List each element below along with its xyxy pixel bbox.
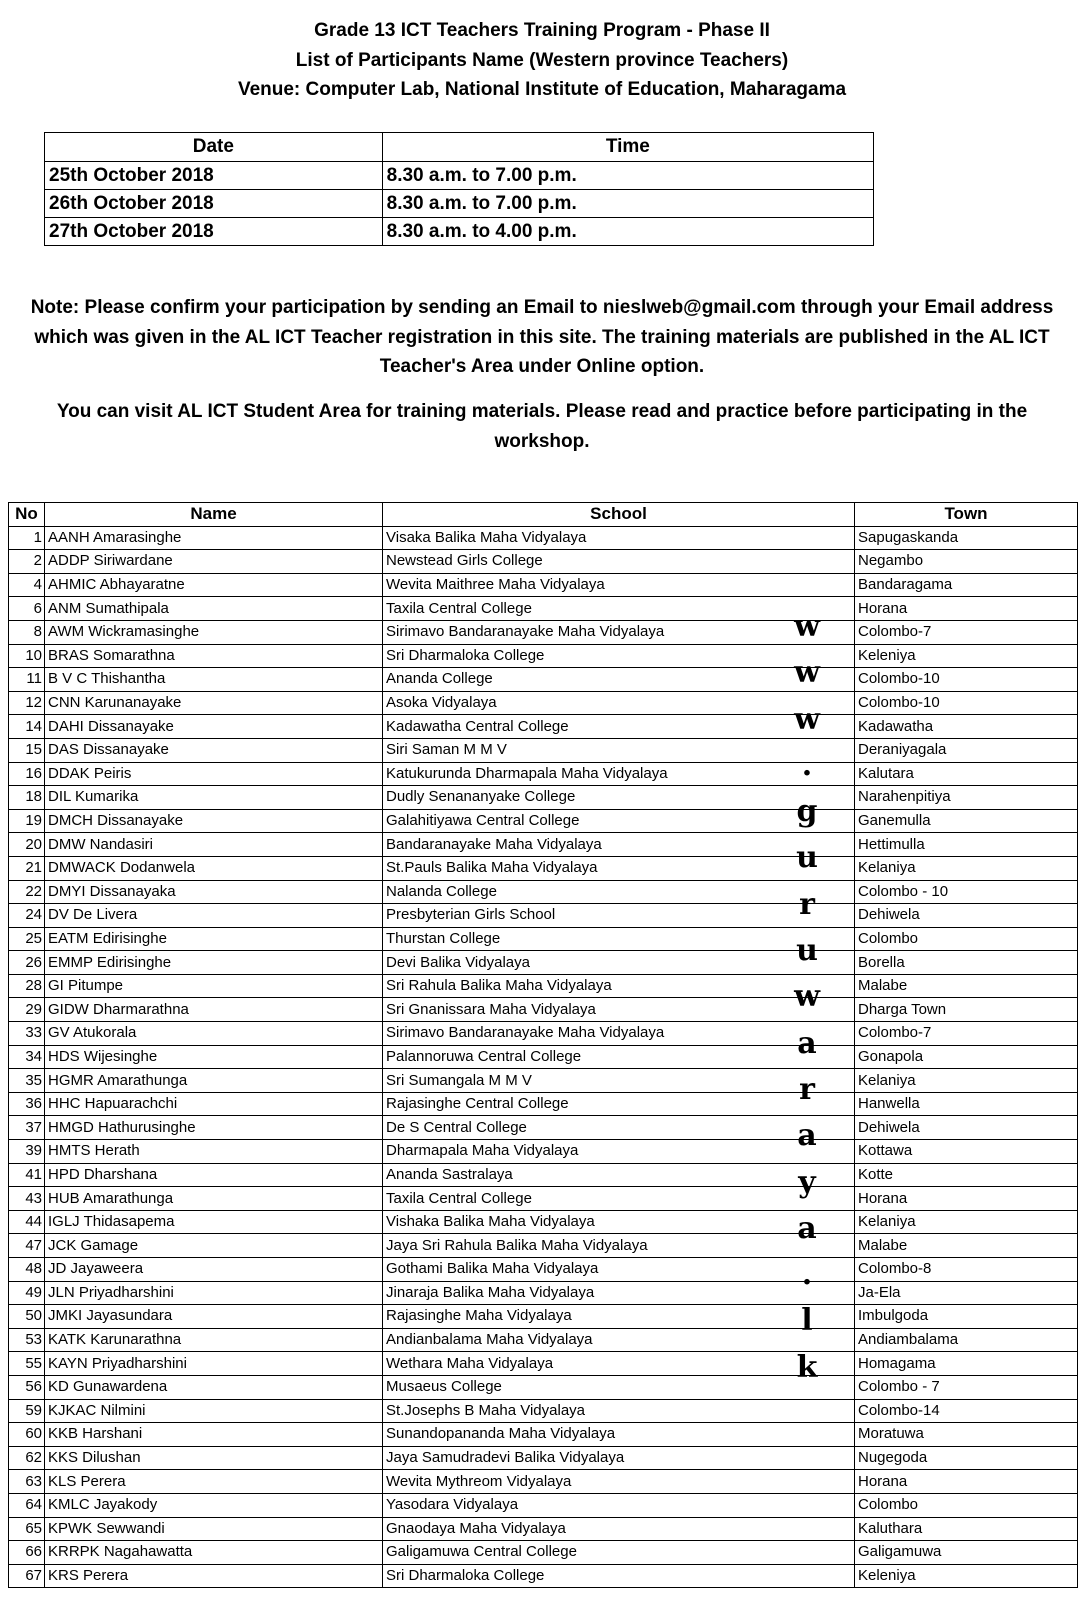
table-row (9, 1328, 1078, 1352)
participant-no-cell: 29 (9, 998, 45, 1022)
participant-no-cell: 2 (9, 550, 45, 574)
participant-town-cell: Malabe (855, 974, 1078, 998)
watermark-letter: y (798, 1164, 816, 1200)
participant-town-cell: Colombo-8 (855, 1258, 1078, 1282)
participant-town-cell: Colombo-14 (855, 1399, 1078, 1423)
table-row (9, 1564, 1078, 1588)
participant-school-cell: Ananda Sastralaya (383, 1163, 855, 1187)
participant-town-cell: Colombo-10 (855, 668, 1078, 692)
participant-school-cell: Sunandopananda Maha Vidyalaya (383, 1423, 855, 1447)
table-row (9, 691, 1078, 715)
schedule-time-cell: 8.30 a.m. to 7.00 p.m. (382, 190, 873, 218)
participant-school-cell: Dharmapala Maha Vidyalaya (383, 1140, 855, 1164)
participant-name-cell: DV De Livera (45, 904, 383, 928)
watermark-letter: w (794, 609, 820, 644)
participant-no-cell: 8 (9, 620, 45, 644)
participant-town-cell: Galigamuwa (855, 1541, 1078, 1565)
participant-school-cell: Andianbalama Maha Vidyalaya (383, 1328, 855, 1352)
participant-school-cell: Katukurunda Dharmapala Maha Vidyalaya (383, 762, 855, 786)
participant-town-cell: Dehiwela (855, 1116, 1078, 1140)
watermark-letter: u (796, 840, 818, 876)
participant-name-cell: BRAS Somarathna (45, 644, 383, 668)
participant-no-cell: 56 (9, 1375, 45, 1399)
table-row (9, 1281, 1078, 1305)
participant-name-cell: DMWACK Dodanwela (45, 856, 383, 880)
participant-school-cell: De S Central College (383, 1116, 855, 1140)
participant-name-cell: DAS Dissanayake (45, 738, 383, 762)
participant-town-cell: Dehiwela (855, 904, 1078, 928)
schedule-row (45, 218, 874, 246)
site-watermark (792, 604, 822, 1391)
table-row (9, 644, 1078, 668)
table-row (9, 833, 1078, 857)
participant-name-cell: GV Atukorala (45, 1022, 383, 1046)
participant-no-cell: 11 (9, 668, 45, 692)
watermark-letter: w (794, 979, 820, 1015)
table-row (9, 786, 1078, 810)
participant-town-cell: Kelaniya (855, 1210, 1078, 1234)
schedule-table (44, 132, 874, 246)
watermark-letter: a (797, 1210, 817, 1246)
table-row (9, 738, 1078, 762)
watermark-letter: g (796, 794, 818, 830)
participant-town-cell: Horana (855, 1470, 1078, 1494)
participant-school-cell: Vishaka Balika Maha Vidyalaya (383, 1210, 855, 1234)
participant-name-cell: DMW Nandasiri (45, 833, 383, 857)
watermark-letter: a (797, 1118, 817, 1154)
table-row (9, 1399, 1078, 1423)
participant-school-cell: Jinaraja Balika Maha Vidyalaya (383, 1281, 855, 1305)
participant-town-cell: Keleniya (855, 1564, 1078, 1588)
schedule-header-date: Date (45, 133, 383, 162)
schedule-header-row (45, 133, 874, 162)
participant-no-cell: 1 (9, 526, 45, 550)
participant-town-cell: Borella (855, 951, 1078, 975)
participant-no-cell: 35 (9, 1069, 45, 1093)
list-title: List of Participants Name (Western province Teachers) (295, 49, 789, 71)
participant-name-cell: KRRPK Nagahawatta (45, 1541, 383, 1565)
participant-no-cell: 65 (9, 1517, 45, 1541)
participant-name-cell: DAHI Dissanayake (45, 715, 383, 739)
participant-school-cell: Devi Balika Vidyalaya (383, 951, 855, 975)
participant-school-cell: Sri Dharmaloka College (383, 1564, 855, 1588)
participant-no-cell: 50 (9, 1305, 45, 1329)
participant-name-cell: KKS Dilushan (45, 1446, 383, 1470)
participant-name-cell: ANM Sumathipala (45, 597, 383, 621)
table-row (9, 526, 1078, 550)
table-row (9, 597, 1078, 621)
participant-name-cell: KATK Karunarathna (45, 1328, 383, 1352)
table-row (9, 1092, 1078, 1116)
table-row (9, 715, 1078, 739)
participant-school-cell: Taxila Central College (383, 597, 855, 621)
participant-name-cell: JCK Gamage (45, 1234, 383, 1258)
participant-name-cell: IGLJ Thidasapema (45, 1210, 383, 1234)
table-row (9, 856, 1078, 880)
table-row (9, 1305, 1078, 1329)
table-row (9, 1517, 1078, 1541)
table-row (9, 1258, 1078, 1282)
participant-name-cell: KKB Harshani (45, 1423, 383, 1447)
participant-no-cell: 43 (9, 1187, 45, 1211)
table-row (9, 951, 1078, 975)
materials-note: You can visit AL ICT Student Area for training materials. Please read and practice before participating in the workshop. (56, 401, 1028, 452)
schedule-header-time: Time (382, 133, 873, 162)
schedule-time-cell: 8.30 a.m. to 7.00 p.m. (382, 162, 873, 190)
table-row (9, 1210, 1078, 1234)
participant-town-cell: Colombo (855, 927, 1078, 951)
table-row (9, 1470, 1078, 1494)
participant-name-cell: HDS Wijesinghe (45, 1045, 383, 1069)
participant-name-cell: KJKAC Nilmini (45, 1399, 383, 1423)
watermark-letter: w (794, 701, 820, 737)
header-no: No (9, 503, 45, 527)
table-row (9, 1022, 1078, 1046)
participant-town-cell: Kalutara (855, 762, 1078, 786)
participant-town-cell: Nugegoda (855, 1446, 1078, 1470)
participant-school-cell: Rajasinghe Maha Vidyalaya (383, 1305, 855, 1329)
participant-town-cell: Colombo-10 (855, 691, 1078, 715)
participant-school-cell: Asoka Vidyalaya (383, 691, 855, 715)
participant-town-cell: Horana (855, 1187, 1078, 1211)
participant-no-cell: 34 (9, 1045, 45, 1069)
participant-no-cell: 67 (9, 1564, 45, 1588)
table-row (9, 1493, 1078, 1517)
table-row (9, 550, 1078, 574)
participant-name-cell: GIDW Dharmarathna (45, 998, 383, 1022)
participant-town-cell: Gonapola (855, 1045, 1078, 1069)
participant-no-cell: 62 (9, 1446, 45, 1470)
participant-name-cell: HGMR Amarathunga (45, 1069, 383, 1093)
watermark-letter: u (796, 933, 818, 969)
participant-school-cell: Sirimavo Bandaranayake Maha Vidyalaya (383, 620, 855, 644)
venue-line: Venue: Computer Lab, National Institute of Education, Maharagama (237, 79, 847, 100)
participant-town-cell: Bandaragama (855, 573, 1078, 597)
participant-school-cell: Nalanda College (383, 880, 855, 904)
participant-town-cell: Homagama (855, 1352, 1078, 1376)
table-row (9, 1140, 1078, 1164)
participant-school-cell: Galahitiyawa Central College (383, 809, 855, 833)
participant-name-cell: HHC Hapuarachchi (45, 1092, 383, 1116)
participant-town-cell: Kelaniya (855, 856, 1078, 880)
participant-school-cell: Ananda College (383, 668, 855, 692)
participant-name-cell: B V C Thishantha (45, 668, 383, 692)
participant-school-cell: Sri Gnanissara Maha Vidyalaya (383, 998, 855, 1022)
participant-no-cell: 21 (9, 856, 45, 880)
participant-name-cell: DMYI Dissanayaka (45, 880, 383, 904)
table-row (9, 620, 1078, 644)
participant-school-cell: Bandaranayake Maha Vidyalaya (383, 833, 855, 857)
table-row (9, 1116, 1078, 1140)
participants-header-row (9, 503, 1078, 527)
participant-name-cell: KLS Perera (45, 1470, 383, 1494)
participant-town-cell: Ganemulla (855, 809, 1078, 833)
participant-no-cell: 18 (9, 786, 45, 810)
participant-no-cell: 22 (9, 880, 45, 904)
participant-school-cell: Dudly Senananyake College (383, 786, 855, 810)
participant-school-cell: Yasodara Vidyalaya (383, 1493, 855, 1517)
table-row (9, 668, 1078, 692)
participant-name-cell: KAYN Priyadharshini (45, 1352, 383, 1376)
schedule-row (45, 190, 874, 218)
table-row (9, 1423, 1078, 1447)
participant-name-cell: HMTS Herath (45, 1140, 383, 1164)
participant-no-cell: 49 (9, 1281, 45, 1305)
participant-town-cell: Kottawa (855, 1140, 1078, 1164)
schedule-date-cell: 25th October 2018 (45, 162, 383, 190)
schedule-date-cell: 26th October 2018 (45, 190, 383, 218)
header-town: Town (855, 503, 1078, 527)
watermark-letter: w (794, 655, 820, 691)
participant-name-cell: EMMP Edirisinghe (45, 951, 383, 975)
participant-name-cell: CNN Karunanayake (45, 691, 383, 715)
participant-no-cell: 28 (9, 974, 45, 998)
participant-town-cell: Hanwella (855, 1092, 1078, 1116)
watermark-letter: r (799, 886, 815, 922)
program-title: Grade 13 ICT Teachers Training Program - Phase II (314, 20, 770, 41)
participant-no-cell: 60 (9, 1423, 45, 1447)
participant-town-cell: Kaluthara (855, 1517, 1078, 1541)
participant-name-cell: HMGD Hathurusinghe (45, 1116, 383, 1140)
table-row (9, 1541, 1078, 1565)
participant-school-cell: Sri Sumangala M M V (383, 1069, 855, 1093)
participant-name-cell: DIL Kumarika (45, 786, 383, 810)
participant-no-cell: 53 (9, 1328, 45, 1352)
table-row (9, 1352, 1078, 1376)
watermark-letter: k (796, 1349, 818, 1385)
participant-no-cell: 59 (9, 1399, 45, 1423)
participant-town-cell: Colombo-7 (855, 620, 1078, 644)
participant-no-cell: 41 (9, 1163, 45, 1187)
participant-town-cell: Colombo - 10 (855, 880, 1078, 904)
participant-name-cell: HUB Amarathunga (45, 1187, 383, 1211)
participant-school-cell: Newstead Girls College (383, 550, 855, 574)
participant-no-cell: 44 (9, 1210, 45, 1234)
table-row (9, 927, 1078, 951)
participant-name-cell: EATM Edirisinghe (45, 927, 383, 951)
table-row (9, 904, 1078, 928)
header-school: School (383, 503, 855, 527)
participant-town-cell: Ja-Ela (855, 1281, 1078, 1305)
participant-name-cell: DDAK Peiris (45, 762, 383, 786)
page-heading (0, 16, 1084, 105)
participant-no-cell: 14 (9, 715, 45, 739)
participant-no-cell: 55 (9, 1352, 45, 1376)
participant-school-cell: Thurstan College (383, 927, 855, 951)
participant-town-cell: Andiambalama (855, 1328, 1078, 1352)
participant-no-cell: 66 (9, 1541, 45, 1565)
schedule-time-cell: 8.30 a.m. to 4.00 p.m. (382, 218, 873, 246)
participant-town-cell: Dharga Town (855, 998, 1078, 1022)
participant-town-cell: Kotte (855, 1163, 1078, 1187)
participant-school-cell: Rajasinghe Central College (383, 1092, 855, 1116)
participant-name-cell: ADDP Siriwardane (45, 550, 383, 574)
participant-town-cell: Imbulgoda (855, 1305, 1078, 1329)
participant-name-cell: AHMIC Abhayaratne (45, 573, 383, 597)
participant-town-cell: Deraniyagala (855, 738, 1078, 762)
participant-name-cell: HPD Dharshana (45, 1163, 383, 1187)
participant-town-cell: Colombo - 7 (855, 1375, 1078, 1399)
participant-no-cell: 37 (9, 1116, 45, 1140)
participant-town-cell: Colombo-7 (855, 1022, 1078, 1046)
schedule-row (45, 162, 874, 190)
participant-town-cell: Kelaniya (855, 1069, 1078, 1093)
watermark-letter: l (801, 1303, 813, 1339)
participant-no-cell: 39 (9, 1140, 45, 1164)
participant-name-cell: KMLC Jayakody (45, 1493, 383, 1517)
watermark-letter: . (801, 1257, 813, 1293)
participant-town-cell: Horana (855, 597, 1078, 621)
watermark-letter: a (797, 1025, 817, 1061)
participant-no-cell: 26 (9, 951, 45, 975)
participant-school-cell: Wevita Maithree Maha Vidyalaya (383, 573, 855, 597)
participant-no-cell: 12 (9, 691, 45, 715)
table-row (9, 1045, 1078, 1069)
participant-town-cell: Colombo (855, 1493, 1078, 1517)
participant-town-cell: Moratuwa (855, 1423, 1078, 1447)
participant-no-cell: 36 (9, 1092, 45, 1116)
table-row (9, 809, 1078, 833)
participant-school-cell: Musaeus College (383, 1375, 855, 1399)
participant-school-cell: Palannoruwa Central College (383, 1045, 855, 1069)
participant-town-cell: Narahenpitiya (855, 786, 1078, 810)
participant-school-cell: Gnaodaya Maha Vidyalaya (383, 1517, 855, 1541)
participant-name-cell: KRS Perera (45, 1564, 383, 1588)
participant-no-cell: 4 (9, 573, 45, 597)
participant-school-cell: St.Josephs B Maha Vidyalaya (383, 1399, 855, 1423)
participant-school-cell: Wethara Maha Vidyalaya (383, 1352, 855, 1376)
schedule-date-cell: 27th October 2018 (45, 218, 383, 246)
participant-no-cell: 48 (9, 1258, 45, 1282)
participant-no-cell: 20 (9, 833, 45, 857)
participant-school-cell: Jaya Samudradevi Balika Vidyalaya (383, 1446, 855, 1470)
participant-town-cell: Malabe (855, 1234, 1078, 1258)
table-row (9, 573, 1078, 597)
participant-school-cell: Siri Saman M M V (383, 738, 855, 762)
participant-school-cell: St.Pauls Balika Maha Vidyalaya (383, 856, 855, 880)
table-row (9, 1187, 1078, 1211)
participant-no-cell: 10 (9, 644, 45, 668)
table-row (9, 1069, 1078, 1093)
participant-no-cell: 16 (9, 762, 45, 786)
table-row (9, 762, 1078, 786)
participant-town-cell: Keleniya (855, 644, 1078, 668)
table-row (9, 880, 1078, 904)
participant-school-cell: Sri Dharmaloka College (383, 644, 855, 668)
table-row (9, 1234, 1078, 1258)
participant-name-cell: GI Pitumpe (45, 974, 383, 998)
participant-name-cell: KPWK Sewwandi (45, 1517, 383, 1541)
watermark-letter: . (801, 747, 813, 783)
participant-no-cell: 33 (9, 1022, 45, 1046)
participant-school-cell: Kadawatha Central College (383, 715, 855, 739)
participant-name-cell: DMCH Dissanayake (45, 809, 383, 833)
participant-town-cell: Negambo (855, 550, 1078, 574)
table-row (9, 1375, 1078, 1399)
header-name: Name (45, 503, 383, 527)
table-row (9, 1446, 1078, 1470)
participant-school-cell: Wevita Mythreom Vidyalaya (383, 1470, 855, 1494)
participants-table (8, 502, 1078, 1588)
participant-school-cell: Galigamuwa Central College (383, 1541, 855, 1565)
participant-name-cell: JD Jayaweera (45, 1258, 383, 1282)
participant-no-cell: 63 (9, 1470, 45, 1494)
participant-town-cell: Kadawatha (855, 715, 1078, 739)
table-row (9, 1163, 1078, 1187)
participant-town-cell: Sapugaskanda (855, 526, 1078, 550)
participant-school-cell: Sri Rahula Balika Maha Vidyalaya (383, 974, 855, 998)
participant-town-cell: Hettimulla (855, 833, 1078, 857)
participant-no-cell: 24 (9, 904, 45, 928)
participant-school-cell: Visaka Balika Maha Vidyalaya (383, 526, 855, 550)
participant-school-cell: Sirimavo Bandaranayake Maha Vidyalaya (383, 1022, 855, 1046)
participant-no-cell: 64 (9, 1493, 45, 1517)
confirmation-note: Note: Please confirm your participation by sending an Email to nieslweb@gmail.com through your Email address which was given in the AL ICT Teacher registration in this site. The training materials are published in the AL ICT Teacher's Area under Online option. (30, 297, 1054, 377)
participant-no-cell: 25 (9, 927, 45, 951)
participant-school-cell: Gothami Balika Maha Vidyalaya (383, 1258, 855, 1282)
participant-name-cell: KD Gunawardena (45, 1375, 383, 1399)
table-row (9, 974, 1078, 998)
participant-name-cell: JMKI Jayasundara (45, 1305, 383, 1329)
watermark-letter: r (799, 1071, 815, 1107)
table-row (9, 998, 1078, 1022)
participant-no-cell: 15 (9, 738, 45, 762)
participant-name-cell: AWM Wickramasinghe (45, 620, 383, 644)
participant-no-cell: 19 (9, 809, 45, 833)
participant-name-cell: JLN Priyadharshini (45, 1281, 383, 1305)
participant-no-cell: 6 (9, 597, 45, 621)
participant-school-cell: Taxila Central College (383, 1187, 855, 1211)
participant-school-cell: Presbyterian Girls School (383, 904, 855, 928)
participant-no-cell: 47 (9, 1234, 45, 1258)
participant-school-cell: Jaya Sri Rahula Balika Maha Vidyalaya (383, 1234, 855, 1258)
participant-name-cell: AANH Amarasinghe (45, 526, 383, 550)
